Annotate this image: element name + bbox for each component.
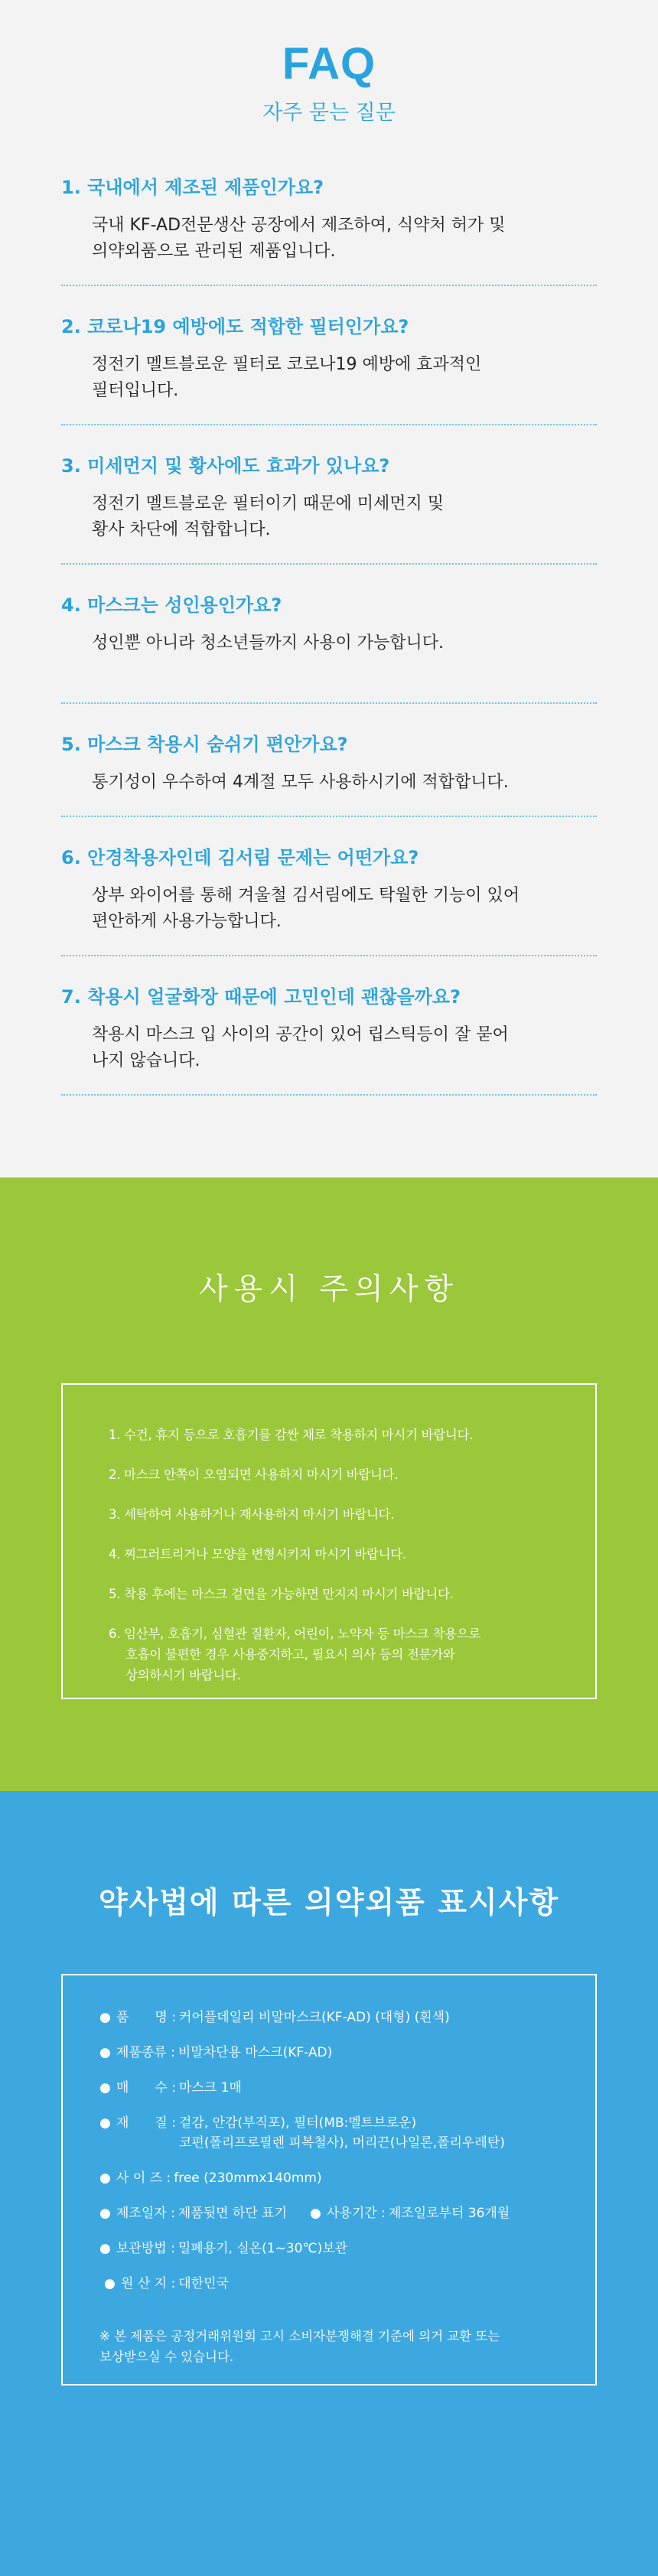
- label-key: 제품종류 :: [116, 2045, 175, 2060]
- label-row-material: [99, 2113, 559, 2153]
- faq-answer: 정전기 멜트블로운 필터로 코로나19 예방에 효과적인 필터입니다.: [92, 355, 482, 400]
- label-row-dates: [99, 2203, 559, 2223]
- label-row-name: [99, 2008, 559, 2027]
- caution-box: [61, 1383, 597, 1699]
- labeling-title: 약사법에 따른 의약외품 표시사항: [98, 1886, 560, 1920]
- faq-answer: 착용시 마스크 입 사이의 공간이 있어 립스틱등이 잘 묻어 나지 않습니다.: [92, 1025, 509, 1070]
- caution-item: 1. 수건, 휴지 등으로 호흡기를 감싼 채로 착용하지 마시기 바랍니다.: [109, 1428, 474, 1442]
- label-value: 비말차단용 마스크(KF-AD): [178, 2045, 333, 2060]
- label-row-type: [99, 2043, 559, 2063]
- label-key: 사용기간 :: [327, 2206, 386, 2221]
- label-key: 품 명 :: [116, 2010, 176, 2025]
- faq-item: [61, 453, 597, 565]
- faq-answer: 통기성이 우수하여 4계절 모두 사용하시기에 적합합니다.: [92, 773, 509, 792]
- faq-question: 6. 안경착용자인데 김서림 문제는 어떤가요?: [61, 847, 419, 868]
- labeling-box: [61, 1974, 597, 2385]
- label-key: 보관방법 :: [116, 2241, 175, 2256]
- bullet-icon: ●: [99, 2171, 111, 2186]
- faq-section: [0, 0, 658, 1177]
- bullet-icon: ●: [99, 2080, 111, 2096]
- label-row-storage: [99, 2239, 559, 2258]
- bullet-icon: ●: [99, 2010, 111, 2025]
- faq-question: 7. 착용시 얼굴화장 때문에 고민인데 괜찮을까요?: [61, 986, 461, 1008]
- label-row-origin: [99, 2274, 559, 2294]
- faq-answer: 국내 KF-AD전문생산 공장에서 제조하여, 식약처 허가 및 의약외품으로 관리된 제품입니다.: [92, 216, 506, 261]
- faq-question: 4. 마스크는 성인용인가요?: [61, 594, 282, 616]
- caution-item: 5. 착용 후에는 마스크 겉면을 가능하면 만지지 마시기 바랍니다.: [109, 1587, 454, 1601]
- faq-item: [61, 592, 597, 704]
- label-row-count: [99, 2078, 559, 2098]
- label-value: 겉감, 안감(부직포), 필터(MB:멜트브로운) 코편(폴리프로필렌 피복철사), 머리끈(나일론,폴리우레탄): [178, 2115, 505, 2151]
- bullet-icon: ●: [99, 2045, 111, 2060]
- label-key: 제조일자 :: [116, 2206, 175, 2221]
- label-key: 매 수 :: [116, 2080, 176, 2096]
- label-value: 제품뒷면 하단 표기: [178, 2206, 288, 2221]
- caution-item: 2. 마스크 안쪽이 오염되면 사용하지 마시기 바랍니다.: [109, 1467, 399, 1482]
- faq-item: [61, 174, 597, 286]
- faq-answer: 정전기 멜트블로운 필터이기 때문에 미세먼지 및 황사 차단에 적합합니다.: [92, 494, 445, 539]
- faq-item: [61, 731, 597, 817]
- caution-item: 3. 세탁하여 사용하거나 재사용하지 마시기 바랍니다.: [109, 1507, 395, 1522]
- faq-question: 2. 코로나19 예방에도 적합한 필터인가요?: [61, 316, 409, 337]
- bullet-icon: ●: [99, 2241, 111, 2256]
- faq-subtitle: 자주 묻는 질문: [262, 101, 396, 125]
- label-key: 원 산 지 :: [121, 2276, 176, 2291]
- caution-item: 6. 임산부, 호흡기, 심혈관 질환자, 어린이, 노약자 등 마스크 착용으로 호흡이 불편한 경우 사용중지하고, 필요시 의사 등의 전문가와 상의하시기 바랍니다.: [109, 1627, 481, 1682]
- caution-item: 4. 찌그러트리거나 모양을 변형시키지 마시기 바랍니다.: [109, 1547, 406, 1562]
- bullet-icon: ●: [104, 2276, 116, 2291]
- bullet-icon: ●: [310, 2206, 321, 2221]
- faq-answer: 상부 와이어를 통해 겨울철 김서림에도 탁월한 기능이 있어 편안하게 사용가능합니다.: [92, 886, 520, 931]
- faq-item: [61, 984, 597, 1096]
- faq-question: 1. 국내에서 제조된 제품인가요?: [61, 177, 324, 198]
- label-value: 마스크 1매: [178, 2080, 242, 2096]
- faq-answer: 성인뿐 아니라 청소년들까지 사용이 가능합니다.: [92, 633, 445, 653]
- label-row-size: [99, 2168, 559, 2188]
- faq-item: [61, 314, 597, 425]
- bullet-icon: ●: [99, 2115, 111, 2131]
- faq-question: 3. 미세먼지 및 황사에도 효과가 있나요?: [61, 455, 390, 477]
- caution-section: [0, 1177, 658, 1791]
- label-value: 제조일로부터 36개월: [388, 2206, 510, 2221]
- label-value: free (230mmx140mm): [174, 2171, 322, 2186]
- faq-title: FAQ: [282, 39, 376, 89]
- label-key: 재 질 :: [116, 2115, 176, 2131]
- bullet-icon: ●: [99, 2206, 111, 2221]
- label-value: 커어플데일리 비말마스크(KF-AD) (대형) (흰색): [178, 2010, 450, 2025]
- label-value: 밀폐용기, 실온(1~30℃)보관: [178, 2241, 348, 2256]
- caution-title: 사용시 주의사항: [198, 1272, 460, 1307]
- faq-item: [61, 845, 597, 956]
- labeling-section: [0, 1791, 658, 2576]
- label-value: 대한민국: [178, 2276, 229, 2291]
- label-key: 사 이 즈 :: [116, 2171, 171, 2186]
- faq-list: [61, 174, 597, 1096]
- exchange-note: ※ 본 제품은 공정거래위원회 고시 소비자분쟁해결 기준에 의거 교환 또는 보상받으실 수 있습니다.: [99, 2329, 500, 2364]
- caution-list: [109, 1425, 549, 1685]
- faq-question: 5. 마스크 착용시 숨쉬기 편안가요?: [61, 734, 348, 755]
